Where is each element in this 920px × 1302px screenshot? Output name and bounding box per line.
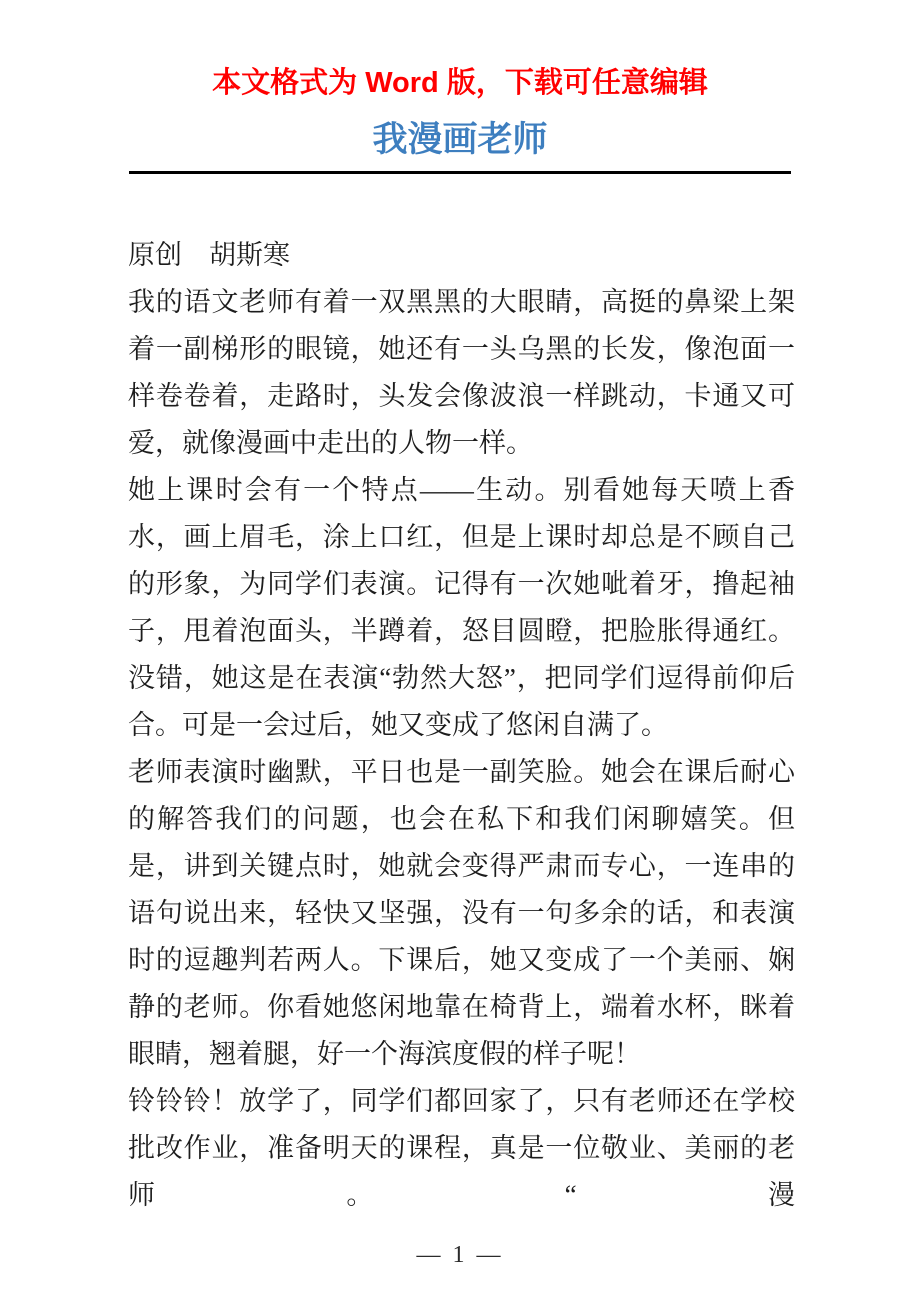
paragraph-3: 老师表演时幽默，平日也是一副笑脸。她会在课后耐心的解答我们的问题，也会在私下和我们闲聊嬉笑。但是，讲到关键点时，她就会变得严肃而专心，一连串的语句说出来，轻快又坚强，没有一句多余的话，和表演时的逗趣判若两人。下课后，她又变成了一个美丽、娴静的老师。你看她悠闲地靠在椅背上，端着水杯，眯着眼睛，翘着腿，好一个海滨度假的样子呢！	[128, 757, 795, 1069]
paragraph-4: 铃铃铃！放学了，同学们都回家了，只有老师还在学校批改作业，准备明天的课程，真是一位敬业、美丽的老师。“漫	[128, 1086, 795, 1210]
paragraph-2: 她上课时会有一个特点——生动。别看她每天喷上香水，画上眉毛，涂上口红，但是上课时却总是不顾自己的形象，为同学们表演。记得有一次她呲着牙，撸起袖子，甩着泡面头，半蹲着，怒目圆瞪，把脸胀得通红。没错，她这是在表演“勃然大怒”，把同学们逗得前仰后合。可是一会过后，她又变成了悠闲自满了。	[128, 475, 795, 740]
document-body	[128, 232, 795, 1219]
page-title: 我漫画老师	[372, 120, 548, 159]
title-divider	[129, 171, 791, 174]
page-number: — 1 —	[416, 1242, 504, 1268]
byline: 原创 胡斯寒	[128, 240, 290, 270]
paragraph-1: 我的语文老师有着一双黑黑的大眼睛，高挺的鼻梁上架着一副梯形的眼镜，她还有一头乌黑的长发，像泡面一样卷卷着，走路时，头发会像波浪一样跳动，卡通又可爱，就像漫画中走出的人物一样。	[128, 287, 795, 458]
format-notice: 本文格式为 Word 版，下载可任意编辑	[212, 67, 708, 99]
